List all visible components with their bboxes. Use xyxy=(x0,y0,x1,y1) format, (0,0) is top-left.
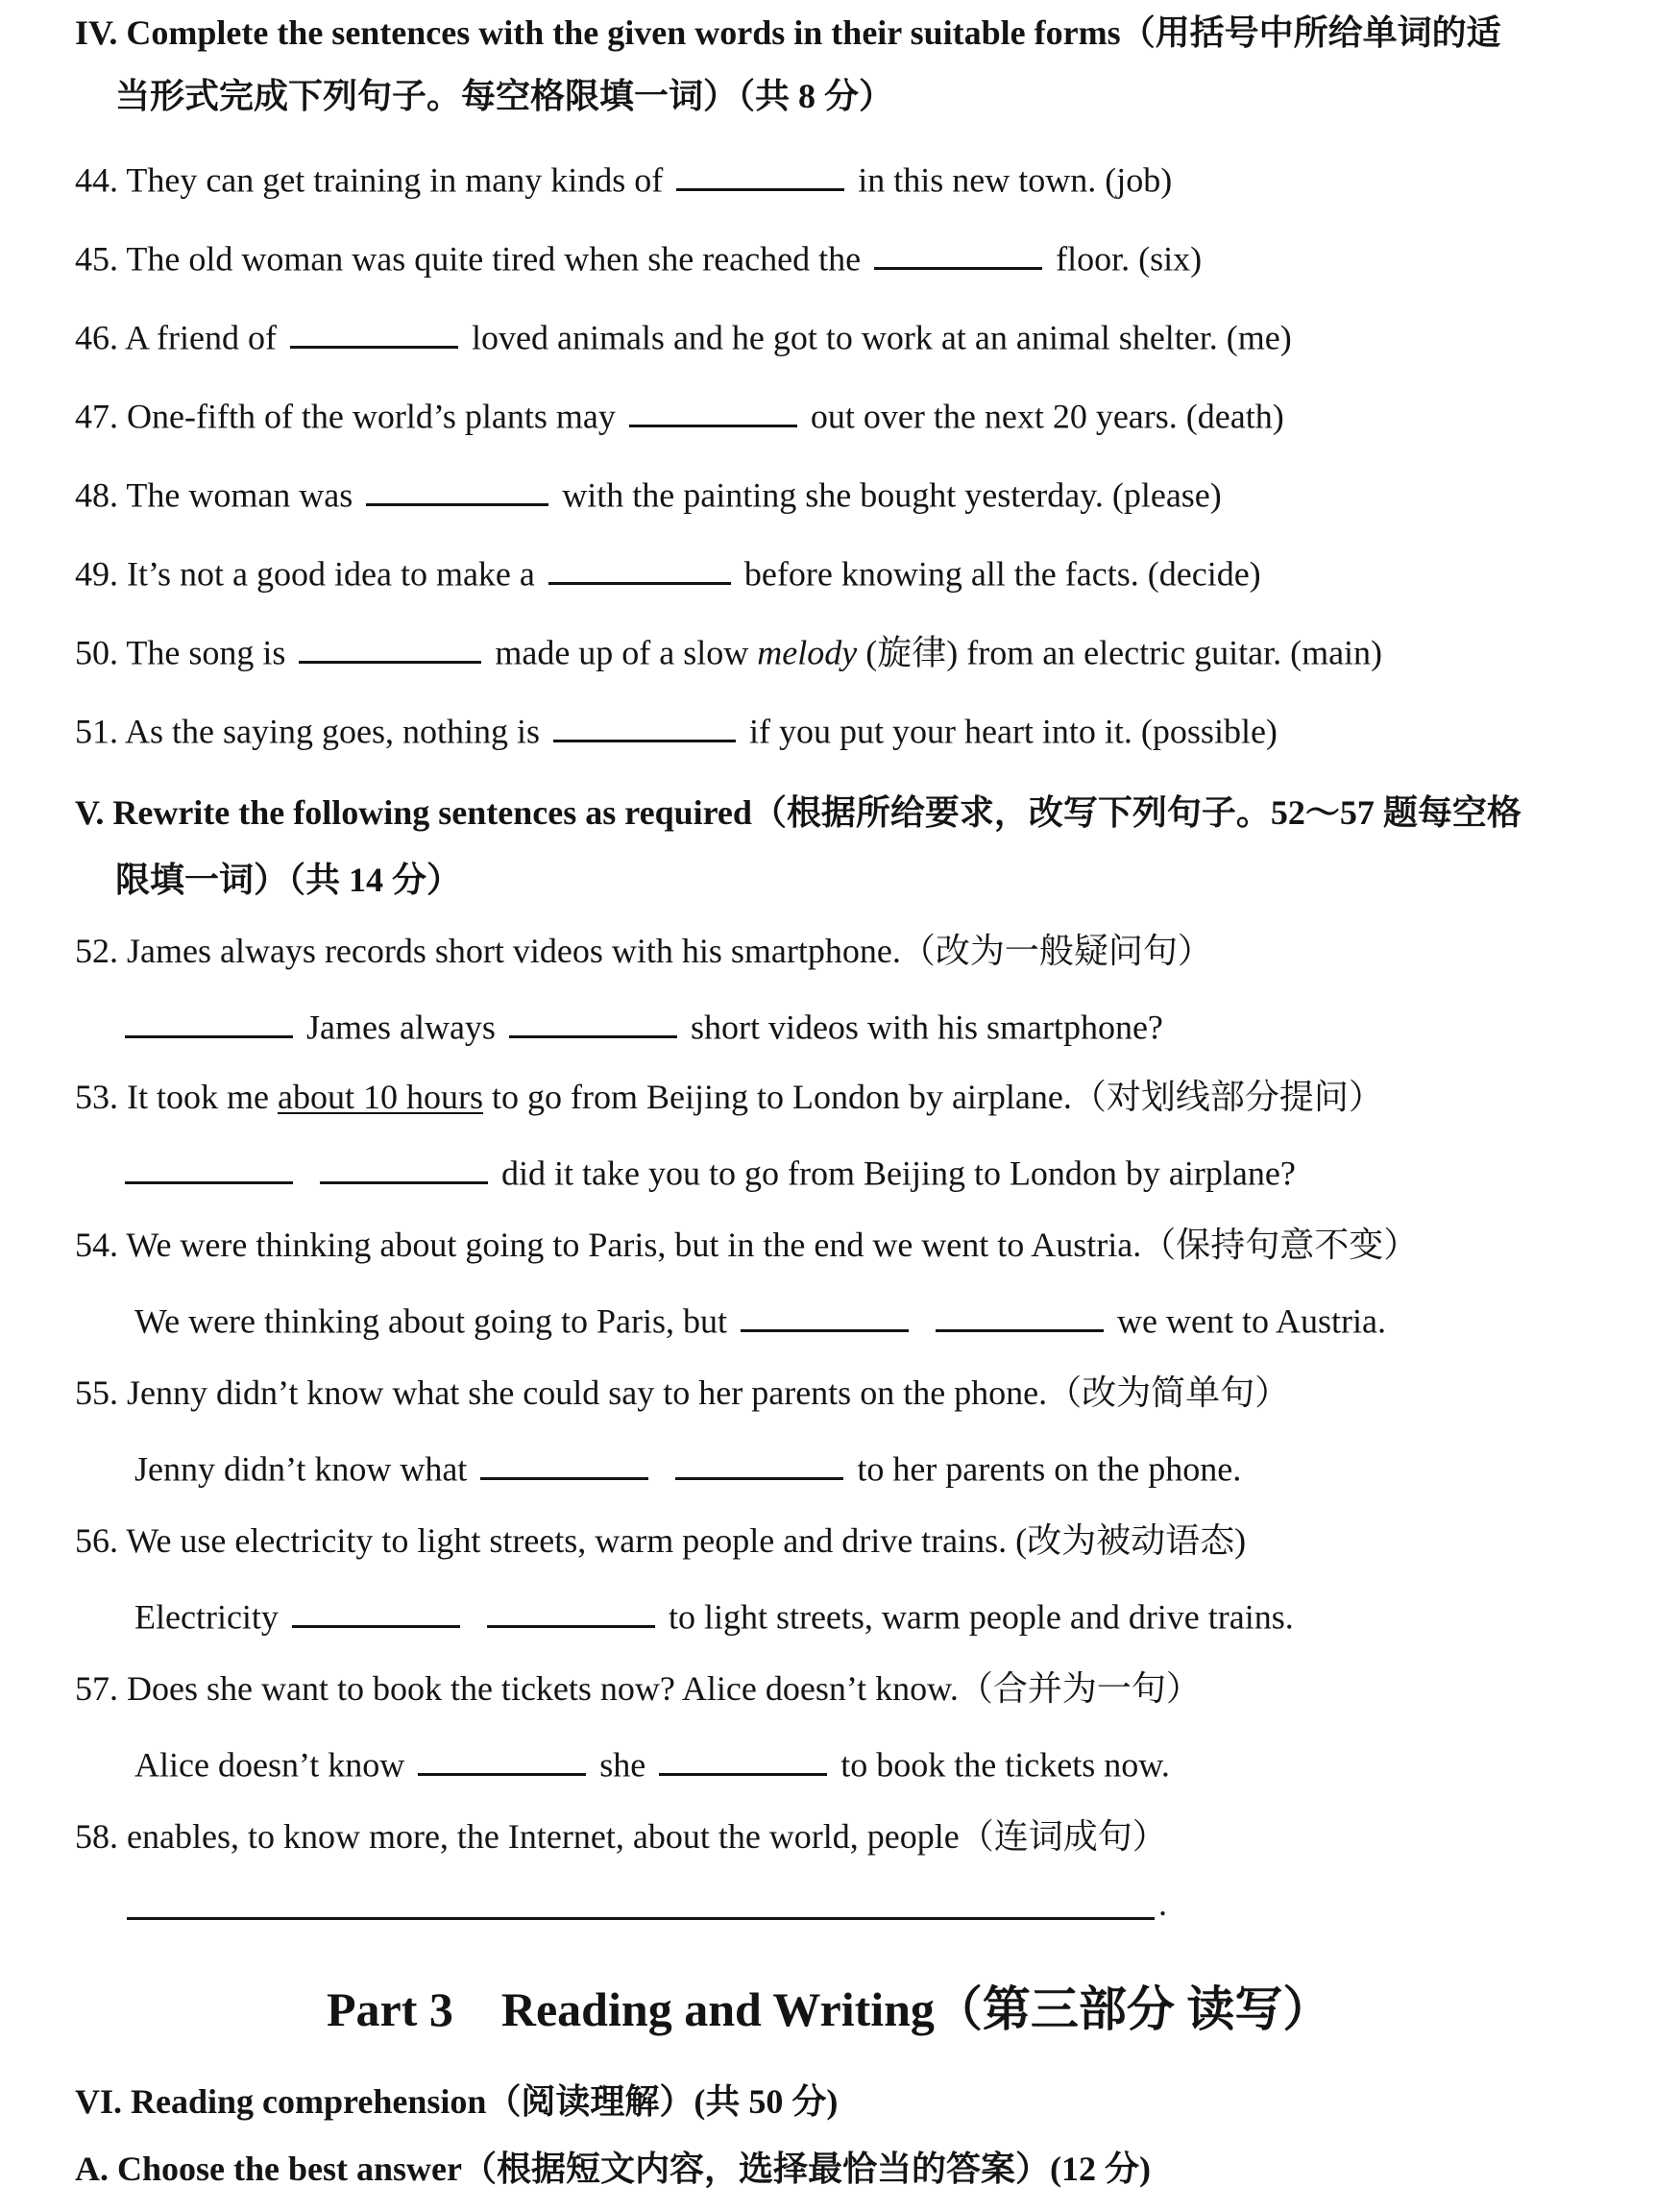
question-57: 57. Does she want to book the tickets now? Alice doesn’t know.（合并为一句） xyxy=(75,1669,1201,1708)
section-a-heading: A. Choose the best answer（根据短文内容，选择最恰当的答案）(12 分) xyxy=(75,2150,1151,2188)
question-48: 48. The woman was with the painting she bought yesterday. (please) xyxy=(75,473,1222,516)
question-58-answer-line[interactable] xyxy=(127,1917,1155,1920)
answer-blank[interactable] xyxy=(553,709,736,742)
question-58-period: . xyxy=(1158,1884,1167,1923)
answer-blank[interactable] xyxy=(874,236,1042,270)
question-57-answer: Alice doesn’t know she to book the tickets now. xyxy=(134,1742,1170,1786)
question-49: 49. It’s not a good idea to make a before knowing all the facts. (decide) xyxy=(75,551,1261,595)
question-53-answer: did it take you to go from Beijing to London by airplane? xyxy=(125,1151,1296,1194)
answer-blank[interactable] xyxy=(675,1446,843,1480)
question-44: 44. They can get training in many kinds of in this new town. (job) xyxy=(75,158,1172,201)
section-v-heading: V. Rewrite the following sentences as required（根据所给要求，改写下列句子。52～57 题每空格 xyxy=(75,793,1522,832)
question-52-answer: James always short videos with his smartphone? xyxy=(125,1005,1163,1048)
answer-blank[interactable] xyxy=(509,1005,677,1038)
answer-blank[interactable] xyxy=(299,630,481,664)
part-3-title: Part 3 Reading and Writing（第三部分 读写） xyxy=(327,1982,1331,2036)
answer-blank[interactable] xyxy=(418,1742,586,1776)
section-iv-heading-cont: 当形式完成下列句子。每空格限填一词）（共 8 分） xyxy=(115,77,894,115)
question-55: 55. Jenny didn’t know what she could say to her parents on the phone.（改为简单句） xyxy=(75,1373,1290,1412)
question-58: 58. enables, to know more, the Internet, about the world, people（连词成句） xyxy=(75,1817,1167,1856)
answer-blank[interactable] xyxy=(629,394,797,427)
answer-blank[interactable] xyxy=(290,315,458,349)
answer-blank[interactable] xyxy=(741,1299,909,1332)
answer-blank[interactable] xyxy=(480,1446,648,1480)
question-45: 45. The old woman was quite tired when she reached the floor. (six) xyxy=(75,236,1202,279)
answer-blank[interactable] xyxy=(320,1151,488,1184)
question-50: 50. The song is made up of a slow melody (旋律) from an electric guitar. (main) xyxy=(75,630,1382,673)
question-53: 53. It took me about 10 hours to go from Beijing to London by airplane.（对划线部分提问） xyxy=(75,1078,1383,1116)
answer-blank[interactable] xyxy=(487,1594,655,1628)
question-46: 46. A friend of loved animals and he got to work at an animal shelter. (me) xyxy=(75,315,1292,358)
answer-blank[interactable] xyxy=(125,1005,293,1038)
section-iv-heading: IV. Complete the sentences with the given words in their suitable forms（用括号中所给单词的适 xyxy=(75,13,1501,52)
question-52: 52. James always records short videos with his smartphone.（改为一般疑问句） xyxy=(75,932,1212,970)
question-56: 56. We use electricity to light streets, warm people and drive trains. (改为被动语态) xyxy=(75,1521,1247,1560)
answer-blank[interactable] xyxy=(548,551,731,585)
question-54: 54. We were thinking about going to Paris, but in the end we went to Austria.（保持句意不变） xyxy=(75,1226,1419,1264)
answer-blank[interactable] xyxy=(125,1151,293,1184)
question-56-answer: Electricity to light streets, warm people and drive trains. xyxy=(134,1594,1294,1638)
section-vi-heading: VI. Reading comprehension（阅读理解）(共 50 分) xyxy=(75,2082,839,2121)
question-54-answer: We were thinking about going to Paris, but we went to Austria. xyxy=(134,1299,1386,1342)
question-47: 47. One-fifth of the world’s plants may out over the next 20 years. (death) xyxy=(75,394,1284,437)
answer-blank[interactable] xyxy=(366,473,548,506)
answer-blank[interactable] xyxy=(936,1299,1104,1332)
question-55-answer: Jenny didn’t know what to her parents on the phone. xyxy=(134,1446,1241,1490)
answer-blank[interactable] xyxy=(676,158,844,191)
answer-blank[interactable] xyxy=(659,1742,827,1776)
section-v-heading-cont: 限填一词）（共 14 分） xyxy=(115,861,462,899)
answer-blank[interactable] xyxy=(292,1594,460,1628)
question-51: 51. As the saying goes, nothing is if you put your heart into it. (possible) xyxy=(75,709,1278,752)
